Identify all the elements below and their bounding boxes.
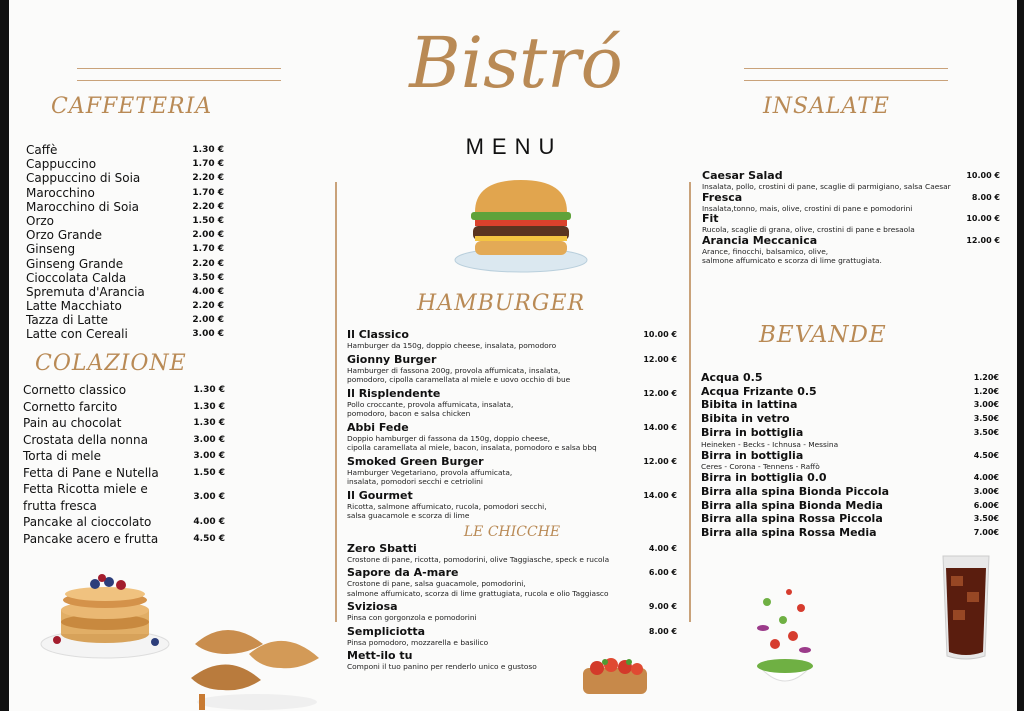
hamburger-item [347, 456, 677, 487]
colazione-title: COLAZIONE [35, 351, 187, 376]
colazione-item [23, 514, 225, 531]
item-price: 2.00 € [192, 230, 224, 241]
item-name: Caffè [26, 143, 58, 157]
item-price: 1.70 € [192, 159, 224, 170]
item-name: Orzo Grande [26, 228, 103, 243]
bevande-item [701, 412, 999, 426]
item-price: 8.00 € [971, 192, 1000, 202]
hamburger-item [347, 354, 677, 385]
item-name: Sviziosa [347, 600, 398, 613]
caffetteria-list [26, 143, 224, 342]
colazione-item [23, 432, 225, 449]
item-name: Marocchino di Soia [26, 199, 140, 214]
item-name: Il Classico [347, 328, 409, 341]
item-description: salmone affumicato e scorza di lime grattugiata. [702, 256, 882, 265]
caffetteria-item [26, 271, 224, 285]
item-price: 2.00 € [192, 315, 224, 326]
item-name: Birra in bottiglia [701, 425, 804, 439]
item-description: insalata, pomodori secchi e cetriolini [347, 477, 483, 486]
item-price: 4.50 € [193, 533, 225, 544]
colazione-item [23, 415, 225, 432]
insalate-title: INSALATE [763, 94, 890, 119]
chicche-item [347, 543, 677, 565]
divider-vertical-left [335, 182, 337, 622]
item-price: 1.20€ [973, 373, 999, 382]
bevande-title: BEVANDE [759, 322, 887, 348]
chicche-item [347, 567, 677, 598]
caffetteria-item [26, 186, 224, 200]
caffetteria-item [26, 171, 224, 185]
item-name: Marocchino [26, 185, 95, 200]
divider-right-top [744, 68, 948, 69]
item-price: 1.30 € [192, 145, 224, 155]
item-price: 2.20 € [192, 301, 224, 312]
item-price: 3.00 € [192, 329, 224, 340]
hamburger-list [347, 329, 677, 675]
item-price: 10.00 € [966, 214, 1000, 223]
item-name: Fetta Ricotta miele e frutta fresca [23, 482, 148, 513]
item-price: 3.00€ [973, 400, 999, 410]
item-description: Hamburger Vegetariano, provola affumicata, [347, 467, 513, 477]
caffetteria-item [26, 285, 224, 299]
item-price: 8.00 € [648, 626, 677, 636]
item-name: Birra alla spina Rossa Media [701, 526, 877, 540]
item-price: 4.50€ [973, 450, 999, 460]
caffetteria-title: CAFFETERIA [51, 94, 213, 119]
item-name: Fetta di Pane e Nutella [23, 465, 159, 480]
item-price: 12.00 € [966, 235, 1000, 245]
item-name: Cappuccino di Soia [26, 171, 141, 186]
item-name: Fit [702, 212, 719, 225]
item-price: 10.00 € [643, 330, 677, 339]
colazione-item [23, 465, 225, 482]
item-name: Acqua 0.5 [701, 371, 763, 384]
item-price: 10.00 € [966, 171, 1000, 180]
item-name: Spremuta d'Arancia [26, 284, 145, 299]
item-description: Ricotta, salmone affumicato, rucola, pomodori secchi, [347, 501, 547, 511]
item-name: Birra alla spina Bionda Media [701, 498, 883, 512]
item-name: Arancia Meccanica [702, 233, 818, 247]
caffetteria-item [26, 299, 224, 313]
item-price: 1.20€ [973, 386, 999, 396]
item-name: Il Risplendente [347, 386, 441, 400]
item-price: 12.00 € [643, 354, 677, 364]
item-name: Caesar Salad [702, 169, 783, 182]
colazione-item [23, 448, 225, 465]
caffetteria-item [26, 327, 224, 341]
item-price: 1.30 € [193, 401, 225, 412]
item-price: 6.00 € [648, 568, 677, 577]
item-price: 2.20 € [192, 201, 224, 212]
item-price: 3.00 € [193, 451, 225, 461]
item-description: pomodoro, cipolla caramellata al miele e uovo occhio di bue [347, 375, 571, 384]
insalate-list [702, 170, 1000, 266]
item-name: Bibita in lattina [701, 398, 798, 412]
colazione-item [23, 531, 225, 548]
bevande-item [701, 485, 999, 499]
item-name: Birra alla spina Rossa Piccola [701, 512, 883, 526]
item-description: Crostone di pane, salsa guacamole, pomodorini, [347, 579, 526, 588]
croissant-image [187, 614, 327, 710]
divider-left-bottom [77, 80, 281, 81]
hamburger-item [347, 490, 677, 521]
item-name: Tazza di Latte [26, 313, 109, 328]
item-name: Il Gourmet [347, 488, 413, 502]
colazione-item [23, 481, 225, 514]
insalate-item [702, 235, 1000, 266]
item-price: 3.00 € [193, 434, 225, 445]
item-name: Orzo [26, 213, 55, 228]
item-name: Smoked Green Burger [347, 454, 484, 468]
item-description: cipolla caramellata al miele, bacon, insalata, pomodoro e salsa bbq [347, 443, 597, 452]
item-name: Cornetto classico [23, 383, 127, 397]
chicche-item [347, 626, 677, 648]
caffetteria-item [26, 200, 224, 214]
bevande-item [701, 385, 999, 399]
divider-vertical-right [689, 182, 691, 622]
item-description: pomodoro, bacon e salsa chicken [347, 409, 471, 418]
item-description: Arance, finocchi, balsamico, olive, [702, 246, 829, 256]
colazione-list [23, 382, 225, 547]
caffetteria-item [26, 257, 224, 271]
chicche-title: LE CHICCHE [463, 523, 561, 540]
item-price: 1.70 € [192, 244, 224, 255]
item-price: 14.00 € [643, 422, 677, 432]
item-price: 6.00€ [973, 500, 999, 510]
item-description: Doppio hamburger di fassona da 150g, doppio cheese, [347, 433, 551, 443]
colazione-item [23, 399, 225, 416]
item-name: Latte con Cereali [26, 327, 128, 342]
item-name: Mett-ilo tu [347, 649, 413, 662]
item-description: Heineken - Becks - Ichnusa - Messina [701, 439, 839, 449]
hamburger-title: HAMBURGER [417, 291, 586, 316]
item-price: 14.00 € [643, 490, 677, 500]
item-description: Hamburger da 150g, doppio cheese, insalata, pomodoro [347, 341, 557, 350]
item-price: 4.00 € [193, 517, 225, 527]
bevande-list [701, 371, 999, 540]
bruschetta-image [579, 654, 651, 700]
item-description: Pinsa pomodoro, mozzarella e basilico [347, 637, 489, 647]
item-price: 4.00 € [192, 286, 224, 297]
item-name: Latte Macchiato [26, 299, 122, 314]
item-price: 9.00 € [648, 602, 677, 611]
bevande-item [701, 398, 999, 412]
item-name: Gionny Burger [347, 352, 437, 366]
bevande-item [701, 499, 999, 513]
item-name: Crostata della nonna [23, 432, 148, 447]
item-name: Birra in bottiglia [701, 448, 804, 462]
salad-image [745, 584, 825, 696]
item-description: Pollo croccante, provola affumicata, insalata, [347, 399, 514, 409]
item-price: 12.00 € [643, 456, 677, 466]
item-name: Sempliciotta [347, 624, 426, 638]
caffetteria-item [26, 313, 224, 327]
item-description: Insalata,tonno, mais, olive, crostini di pane e pomodorini [702, 203, 913, 213]
item-description: salsa guacamole e scorza di lime [347, 511, 470, 520]
item-name: Ginseng [26, 242, 76, 257]
item-description: Crostone di pane, ricotta, pomodorini, olive Taggiasche, speck e rucola [347, 554, 610, 564]
item-name: Zero Sbatti [347, 541, 417, 555]
item-name: Cornetto farcito [23, 399, 118, 414]
insalate-item [702, 170, 1000, 192]
bevande-item [701, 371, 999, 385]
item-price: 7.00€ [973, 528, 999, 538]
item-name: Pancake al cioccolato [23, 515, 152, 529]
brand-title: Bistró [409, 22, 623, 104]
hamburger-item [347, 422, 677, 453]
item-name: Birra in bottiglia 0.0 [701, 471, 827, 485]
caffetteria-item [26, 242, 224, 256]
menu-subtitle: MENU [465, 134, 563, 159]
divider-left-top [77, 68, 281, 69]
item-price: 3.50€ [973, 414, 999, 424]
item-name: Pain au chocolat [23, 416, 122, 430]
item-description: Pinsa con gorgonzola e pomodorini [347, 613, 477, 622]
item-description: Componi il tuo panino per renderlo unico e gustoso [347, 662, 537, 671]
item-description: Ceres - Corona - Tennens - Raffò [701, 462, 820, 472]
item-price: 3.50 € [192, 272, 224, 283]
caffetteria-item [26, 157, 224, 171]
item-price: 4.00€ [973, 473, 999, 483]
caffetteria-item [26, 143, 224, 157]
item-price: 2.20 € [192, 173, 224, 184]
chicche-item [347, 601, 677, 623]
item-price: 1.50 € [193, 467, 225, 478]
item-description: salmone affumicato, scorza di lime grattugiata, rucola e olio Taggiasco [347, 588, 609, 598]
item-name: Pancake acero e frutta [23, 531, 159, 546]
item-name: Birra alla spina Bionda Piccola [701, 484, 890, 498]
item-name: Acqua Frizante 0.5 [701, 384, 817, 398]
item-price: 3.00€ [973, 486, 999, 496]
item-price: 3.50€ [973, 427, 999, 437]
item-name: Bibita in vetro [701, 412, 790, 426]
item-price: 1.50 € [192, 215, 224, 226]
insalate-item [702, 213, 1000, 235]
bevande-item [701, 426, 999, 449]
item-name: Cioccolata Calda [26, 270, 127, 285]
colazione-item [23, 382, 225, 399]
menu-page [9, 0, 1017, 711]
bevande-item [701, 471, 999, 485]
item-name: Cappuccino [26, 157, 97, 172]
item-description: Hamburger di fassona 200g, provola affumicata, insalata, [347, 365, 561, 375]
burger-image [453, 176, 589, 276]
item-name: Torta di mele [23, 449, 101, 463]
item-price: 1.30 € [193, 385, 225, 395]
divider-right-bottom [744, 80, 948, 81]
caffetteria-item [26, 214, 224, 228]
insalate-item [702, 192, 1000, 214]
item-name: Fresca [702, 190, 743, 204]
item-price: 3.50€ [973, 514, 999, 524]
hamburger-item [347, 329, 677, 351]
item-price: 12.00 € [643, 388, 677, 398]
item-price: 2.20 € [192, 258, 224, 269]
hamburger-item [347, 388, 677, 419]
item-price: 4.00 € [648, 543, 677, 553]
item-description: Rucola, scaglie di grana, olive, crostini di pane e bresaola [702, 225, 915, 234]
item-price: 3.00 € [193, 492, 225, 503]
item-price: 1.70 € [192, 187, 224, 198]
bevande-item [701, 449, 999, 472]
bevande-item [701, 512, 999, 526]
bevande-item [701, 526, 999, 540]
cola-glass-image [939, 552, 993, 664]
item-name: Abbi Fede [347, 420, 409, 434]
item-price: 1.30 € [193, 418, 225, 428]
caffetteria-item [26, 228, 224, 242]
item-name: Ginseng Grande [26, 256, 124, 271]
item-description: Insalata, pollo, crostini di pane, scaglie di parmigiano, salsa Caesar [702, 182, 951, 191]
pancake-image [39, 570, 171, 660]
item-name: Sapore da A-mare [347, 566, 459, 579]
